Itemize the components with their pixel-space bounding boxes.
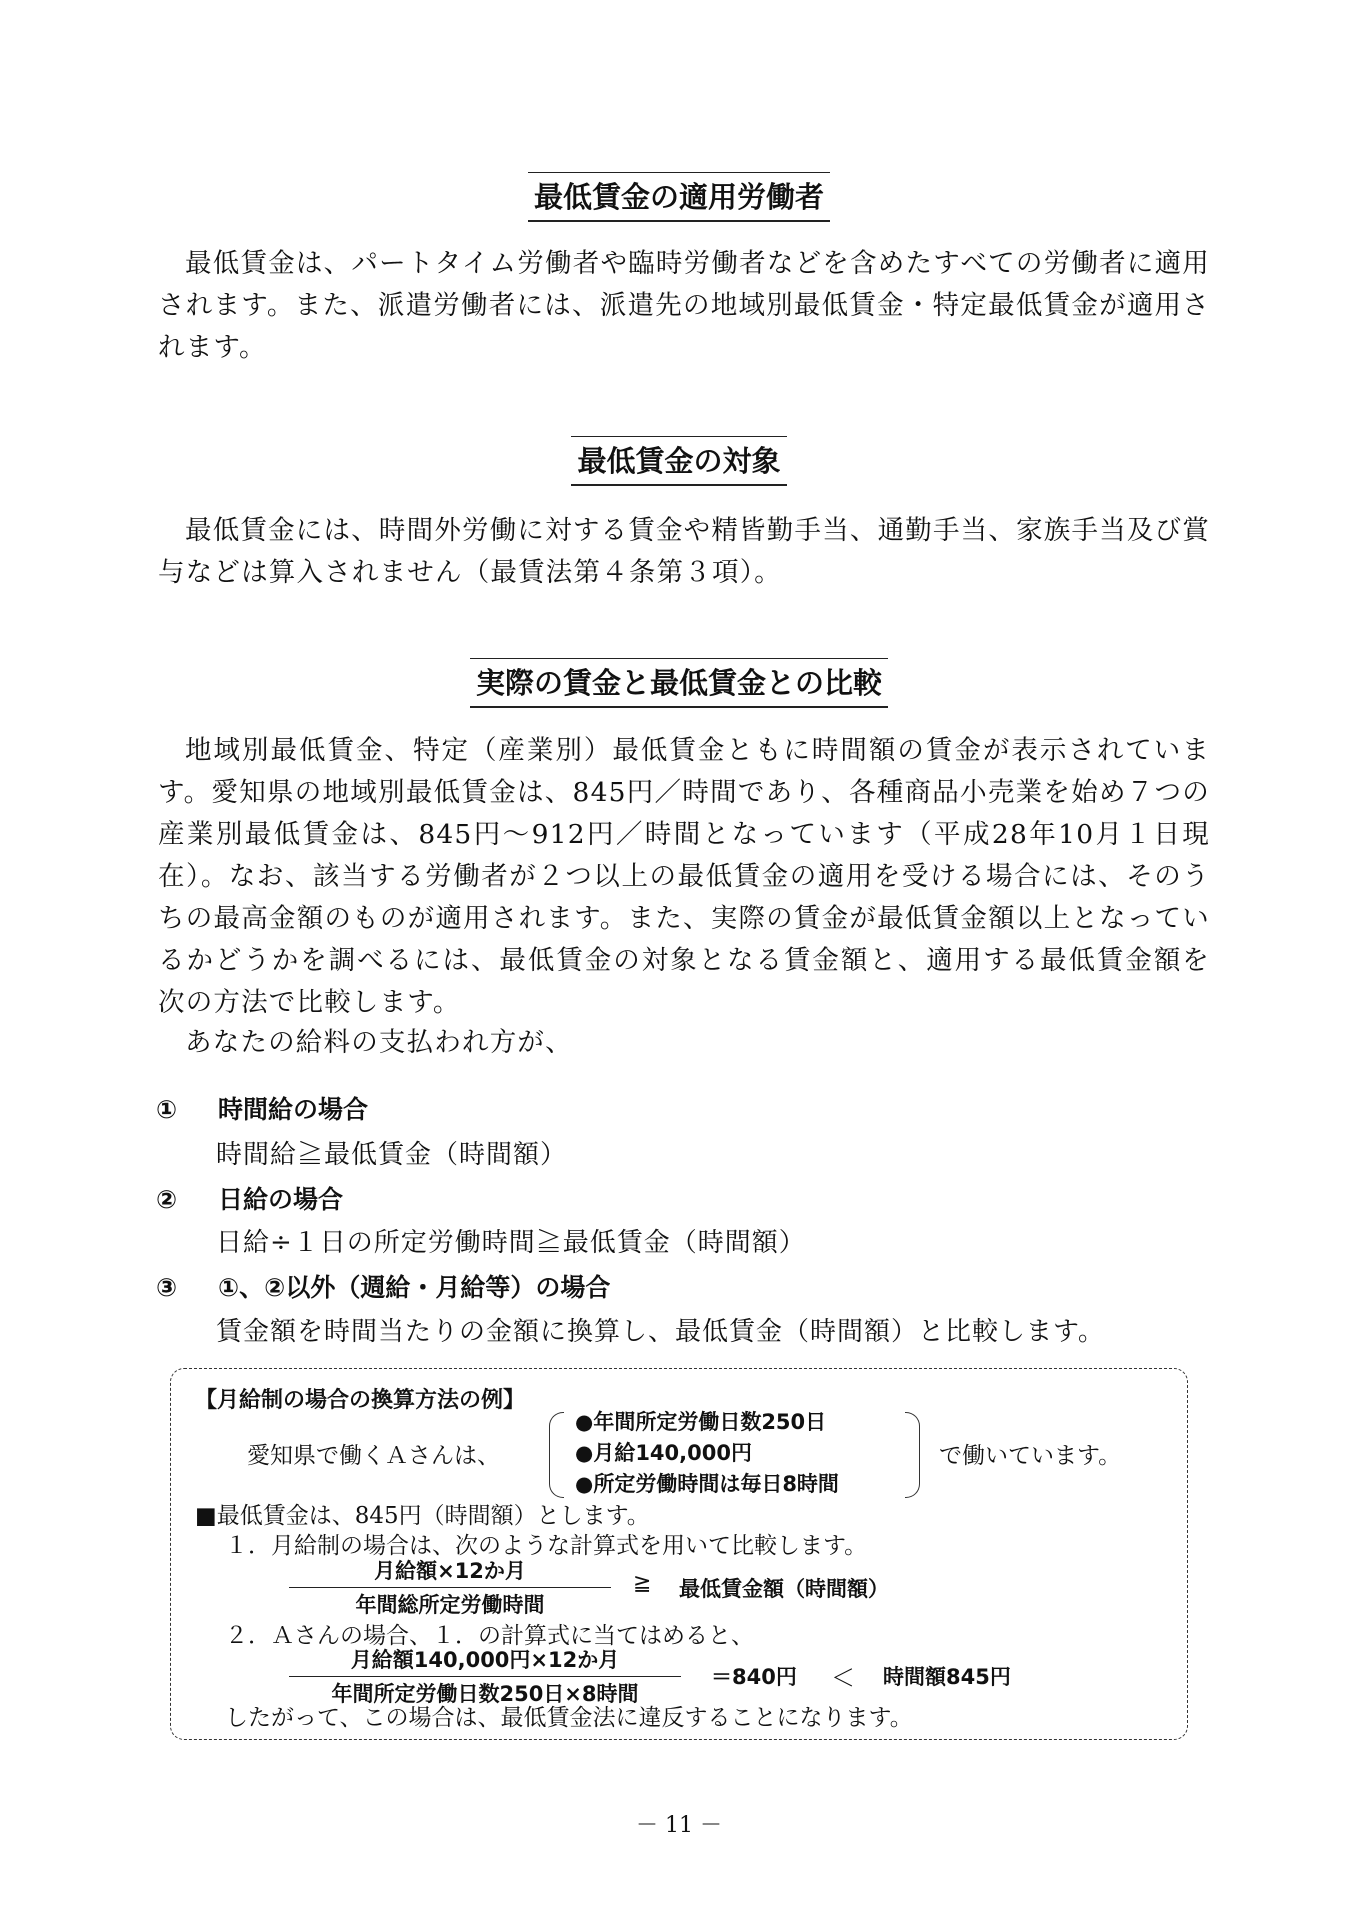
case-formula-other: 賃金額を時間当たりの金額に換算し、最低賃金（時間額）と比較します。 [216, 1317, 1105, 1347]
formula1-numerator: 月給額×12か月 [374, 1559, 526, 1583]
formula1-denominator: 年間総所定労働時間 [355, 1593, 545, 1617]
example-intro-prefix: 愛知県で働くＡさんは、 [247, 1443, 500, 1469]
formula2-numerator: 月給額140,000円×12か月 [350, 1648, 620, 1672]
section-heading-comparison: 実際の賃金と最低賃金との比較 [0, 658, 1358, 708]
example-assumption: ■最低賃金は、845円（時間額）とします。 [195, 1503, 650, 1529]
right-brace [905, 1412, 920, 1498]
example-title: 【月給制の場合の換算方法の例】 [195, 1388, 526, 1413]
page-number: － 11 － [636, 1813, 722, 1838]
section-body-coverage: 最低賃金には、時間外労働に対する賃金や精皆勤手当、通勤手当、家族手当及び賞与などは算入されません（最賃法第４条第３項）。 [158, 515, 1210, 588]
case-formula-daily: 日給÷１日の所定労働時間≧最低賃金（時間額） [216, 1228, 806, 1258]
case-heading-hourly: ① 時間給の場合 [156, 1095, 369, 1124]
section-lead: あなたの給料の支払われ方が、 [185, 1027, 573, 1058]
formula2-rhs: 時間額845円 [883, 1665, 1011, 1689]
formula2-operator: ＜ [831, 1664, 855, 1692]
example-step1: １．月給制の場合は、次のような計算式を用いて比較します。 [225, 1533, 868, 1559]
condition-item: ●年間所定労働日数250日 [575, 1410, 827, 1434]
section-heading-coverage: 最低賃金の対象 [0, 436, 1358, 486]
formula1-operator: ≧ [633, 1571, 652, 1596]
formula2-result: ＝840円 [711, 1665, 797, 1689]
example-step2: ２．Ａさんの場合、１．の計算式に当てはめると、 [225, 1623, 754, 1649]
case-heading-daily: ② 日給の場合 [156, 1185, 344, 1214]
left-brace [549, 1412, 564, 1498]
section-body-applicable-workers: 最低賃金は、パートタイム労働者や臨時労働者などを含めたすべての労働者に適用されます。また、派遣労働者には、派遣先の地域別最低賃金・特定最低賃金が適用されます。 [158, 248, 1210, 363]
case-heading-other: ③ ①、②以外（週給・月給等）の場合 [156, 1273, 611, 1302]
section-body-comparison: 地域別最低賃金、特定（産業別）最低賃金ともに時間額の賃金が表示されています。愛知県の地域別最低賃金は、845円／時間であり、各種商品小売業を始め７つの産業別最低賃金は、845円～912円／時間となっています（平成28年10月１日現在）。なお、該当する労働者が２つ以上の最低賃金の適用を受ける場合には、そのうちの最高金額のものが適用されます。また、実際の賃金が最低賃金額以上となっているかどうかを調べるには、最低賃金の対象となる賃金額と、適用する最低賃金額を次の方法で比較します。 [158, 735, 1210, 1018]
section-heading-applicable-workers: 最低賃金の適用労働者 [0, 172, 1358, 222]
example-conclusion: したがって、この場合は、最低賃金法に違反することになります。 [225, 1705, 913, 1731]
condition-item: ●所定労働時間は毎日8時間 [575, 1472, 839, 1496]
condition-item: ●月給140,000円 [575, 1441, 752, 1465]
example-box [170, 1368, 1188, 1740]
formula1-fraction [289, 1555, 611, 1619]
example-conditions [575, 1407, 839, 1500]
formula2-denominator: 年間所定労働日数250日×8時間 [331, 1682, 639, 1706]
formula1-rhs: 最低賃金額（時間額） [679, 1577, 889, 1601]
example-intro-suffix: で働いています。 [939, 1443, 1122, 1469]
case-formula-hourly: 時間給≧最低賃金（時間額） [216, 1140, 568, 1170]
